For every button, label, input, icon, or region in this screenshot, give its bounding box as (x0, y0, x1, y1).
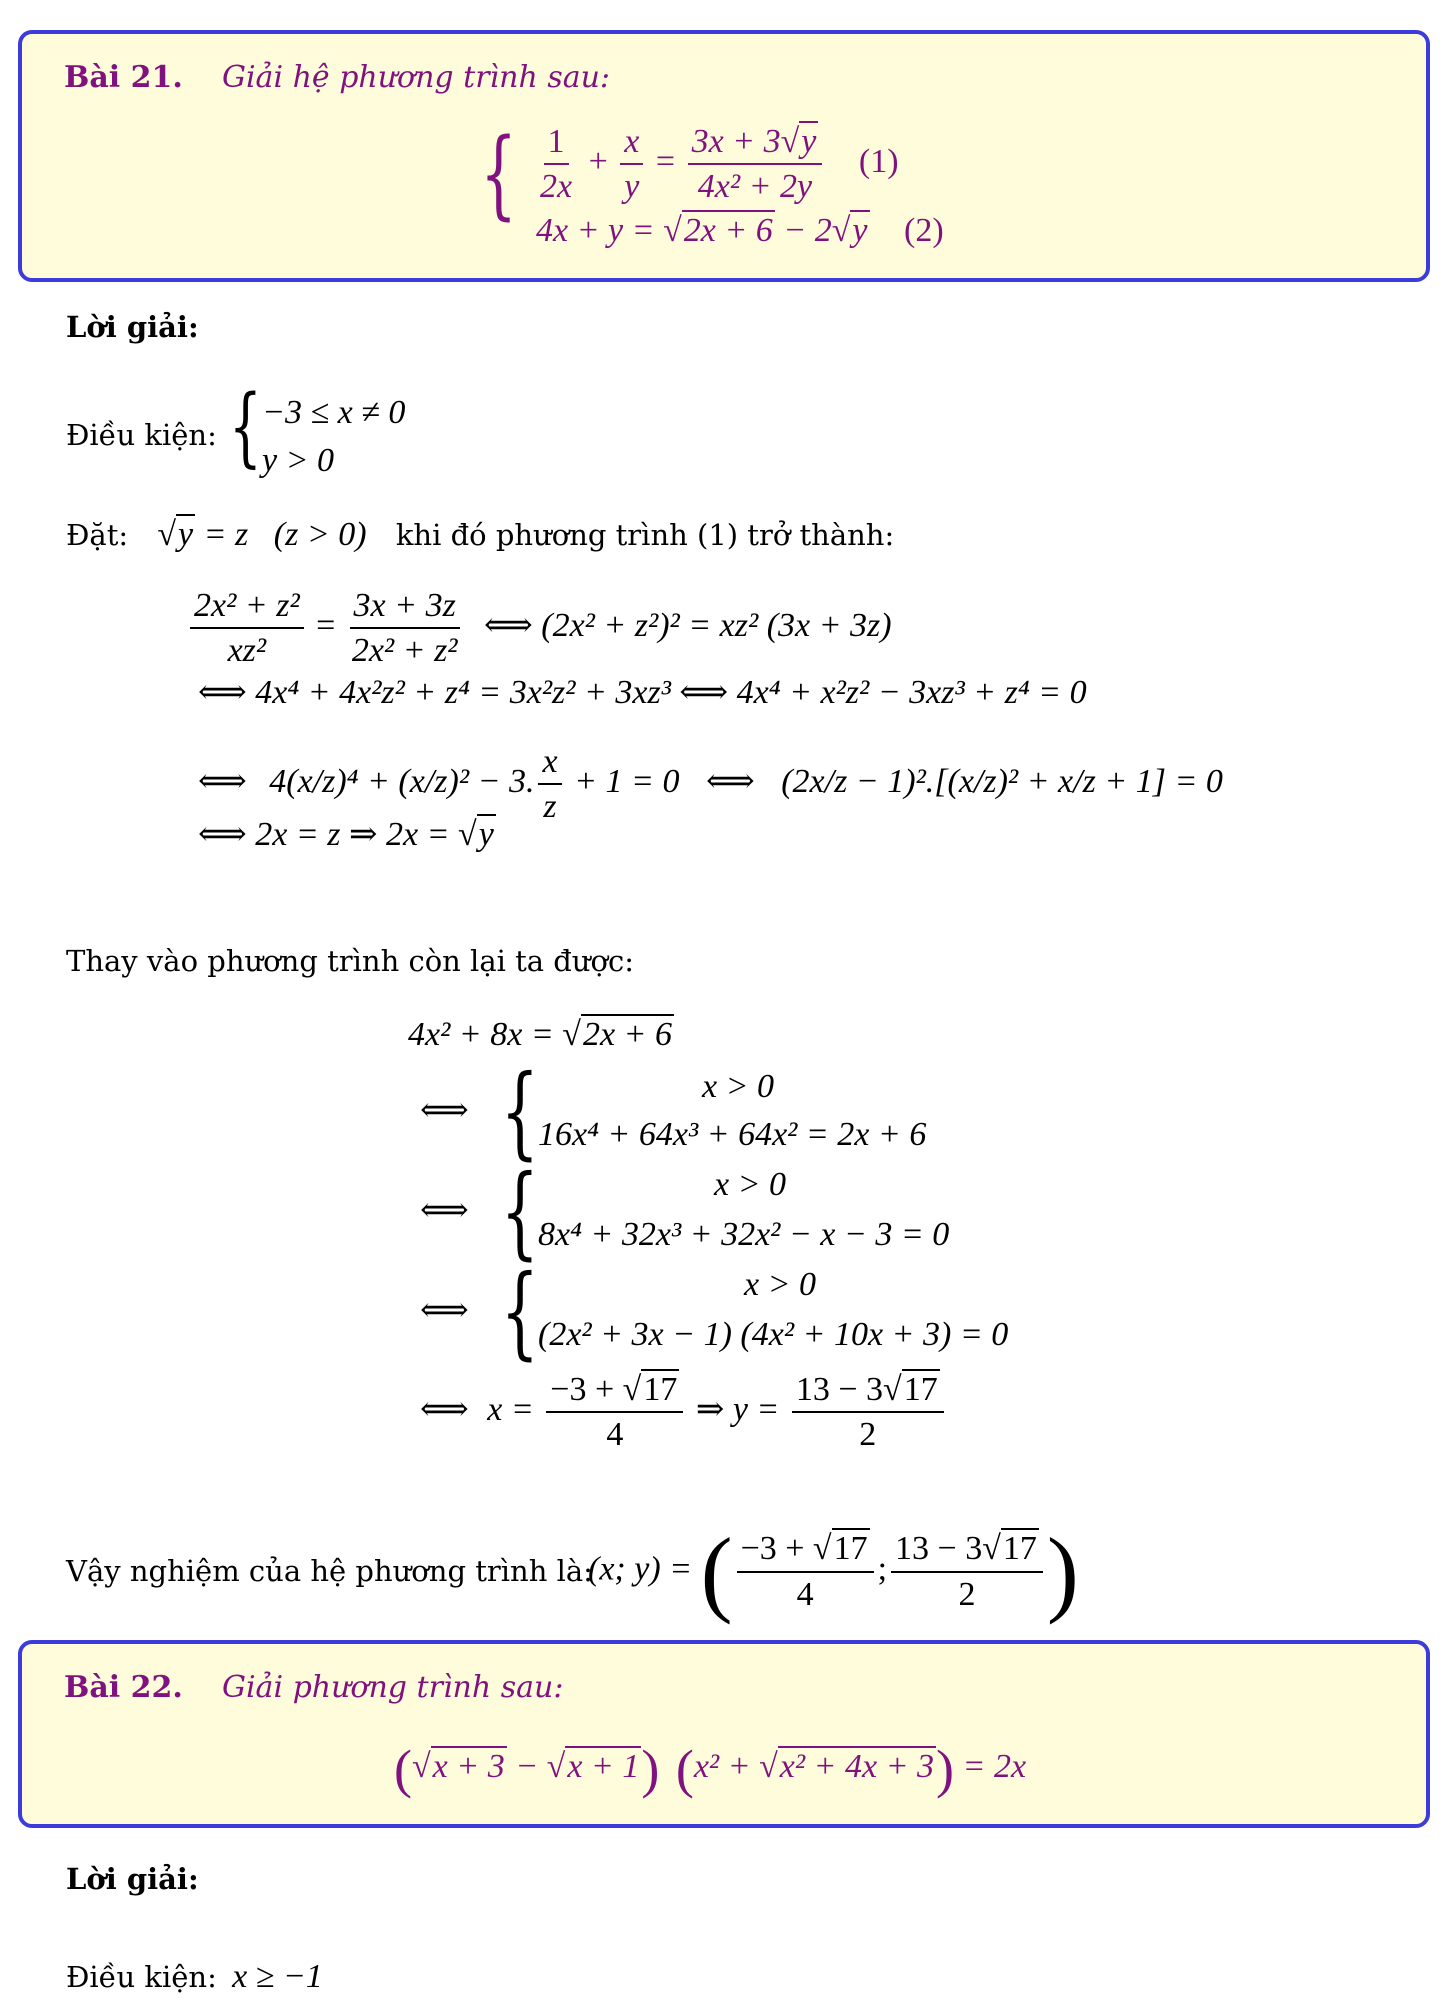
condition-1: −3 ≤ x ≠ 0 (262, 394, 406, 431)
equation-tag-1: (1) (858, 142, 899, 180)
step-4: ⟺ 2x = z ⇒ 2x = √y (198, 816, 494, 853)
problem-21-equation-2: 4x + y = √2x + 6 − 2√y (2) (536, 212, 944, 249)
sys2-a: x > 0 (714, 1166, 787, 1203)
problem-21-prompt: Giải hệ phương trình sau: (222, 60, 611, 95)
sys3-a: x > 0 (744, 1266, 817, 1303)
chain-final: ⟺ x = $\frac{-3 + √17}{4}$ ⇒ y = $\frac{13 - 3√17}{2}$ (420, 1370, 948, 1454)
problem-22-label: Bài 22. (64, 1670, 183, 1705)
step-1: $\frac{\text{2x² + z²}}{\text{xz²}}$ = $\frac{3x + 3z}{\text{2x² + z²}}$ ⟺ (2x² + z²)² = xz² (3x + 3z) (186, 586, 892, 670)
sys1-a: x > 0 (702, 1068, 775, 1105)
step-2: ⟺ 4x⁴ + 4x²z² + z⁴ = 3x²z² + 3xz³ ⟺ 4x⁴ + x²z² − 3xz³ + z⁴ = 0 (198, 674, 1087, 711)
problem-22-box (18, 1640, 1430, 1828)
conclusion-label: Vậy nghiệm của hệ phương trình là: (66, 1554, 593, 1588)
condition-brace: { (228, 377, 262, 477)
condition-label: Điều kiện: (66, 418, 217, 452)
problem-21-box (18, 30, 1430, 282)
sys3-b: (2x² + 3x − 1) (4x² + 10x + 3) = 0 (538, 1316, 1009, 1353)
sys2-b: 8x⁴ + 32x³ + 32x² − x − 3 = 0 (538, 1216, 950, 1253)
equation-tag-2: (2) (904, 212, 944, 249)
chain-iff-2: ⟺ (420, 1192, 469, 1229)
chain-brace-2: { (500, 1153, 539, 1270)
chain-iff-3: ⟺ (420, 1292, 469, 1329)
substitution-line: Đặt: √y = z (z > 0) khi đó phương trình (1) trở thành: (66, 516, 895, 553)
solution-22-condition: Điều kiện: x ≥ −1 (66, 1958, 323, 1995)
substitute-line: Thay vào phương trình còn lại ta được: (66, 944, 634, 978)
solution-21-heading: Lời giải: (66, 310, 199, 344)
problem-21-equation-1: $\frac{1}{2x}$ + $\frac{x}{y}$ = $\frac{3x + 3√y}{\text{4x² + 2y}}$ (1) (540, 123, 899, 206)
problem-22-equation: (√x + 3 − √x + 1) (x² + √x² + 4x + 3) = 2x (394, 1739, 1027, 1799)
problem-22-prompt: Giải phương trình sau: (222, 1670, 564, 1705)
chain-iff-1: ⟺ (420, 1092, 469, 1129)
step-3: ⟺ 4(x/z)⁴ + (x/z)² − 3. $\frac{x}{z}$ + 1 = 0 ⟺ (2x/z − 1)².[(x/z)² + x/z + 1] = 0 (198, 743, 1223, 826)
chain-brace-1: { (500, 1053, 539, 1170)
problem-21-label: Bài 21. (64, 60, 183, 95)
condition-2: y > 0 (262, 442, 335, 479)
chain-brace-3: { (500, 1253, 539, 1370)
chain-line-0: 4x² + 8x = √2x + 6 (408, 1016, 672, 1053)
conclusion-result: (x; y) = ( $\frac{-3 + √17}{4}$ ; $\frac{13 - 3√17}{2}$ ) (588, 1518, 1079, 1625)
sys1-b: 16x⁴ + 64x³ + 64x² = 2x + 6 (538, 1116, 927, 1153)
system-brace: { (480, 118, 517, 230)
solution-22-heading: Lời giải: (66, 1862, 199, 1896)
